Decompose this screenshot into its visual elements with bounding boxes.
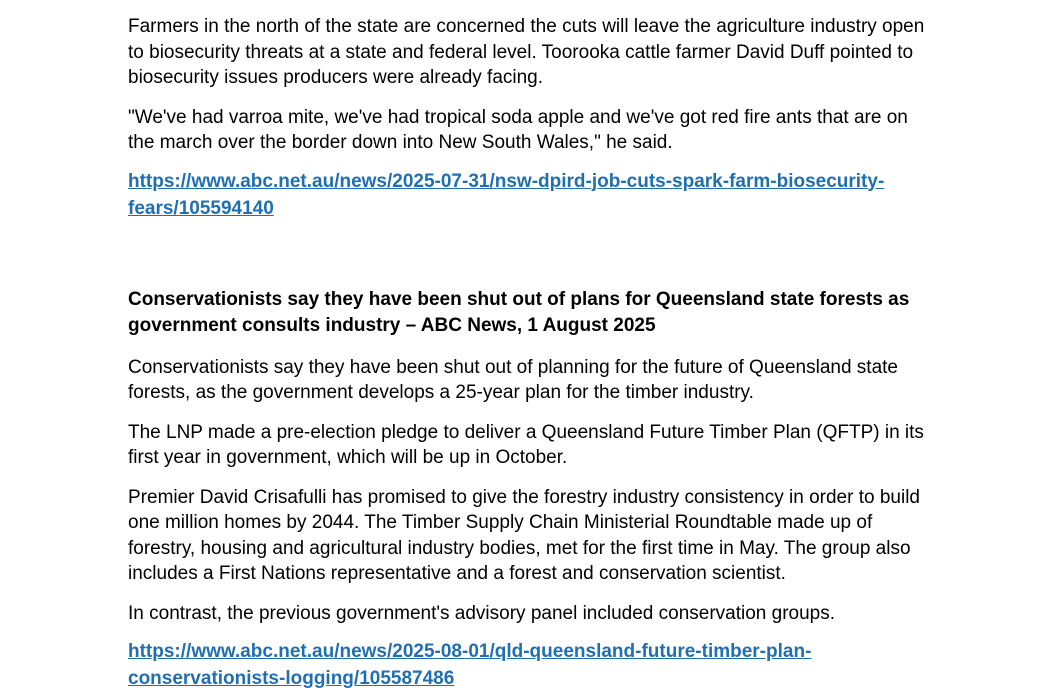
article2-paragraph-1: Conservationists say they have been shut out of planning for the future of Queensland state forests, as the government develops a 25-year plan for the timber industry. — [128, 356, 898, 403]
article2-paragraph-2: The LNP made a pre-election pledge to deliver a Queensland Future Timber Plan (QFTP) in its first year in government, which will be up in October. — [128, 421, 924, 468]
article1-paragraph-2: "We've had varroa mite, we've had tropical soda apple and we've got red fire ants that are on the march over the border down into New South Wales," he said. — [128, 106, 908, 153]
article2-paragraph-4: In contrast, the previous government's advisory panel included conservation groups. — [128, 602, 836, 624]
document-page — [128, 0, 938, 692]
article1-paragraph-1: Farmers in the north of the state are concerned the cuts will leave the agriculture industry open to biosecurity threats at a state and federal level. Toorooka cattle farmer David Duff pointed to biosecurity issues producers were already facing. — [128, 16, 925, 88]
article2-link[interactable]: https://www.abc.net.au/news/2025-08-01/qld-queensland-future-timber-plan-conservationists-logging/105587486 — [128, 641, 812, 689]
article2-paragraph-3: Premier David Crisafulli has promised to give the forestry industry consistency in order to build one million homes by 2044. The Timber Supply Chain Ministerial Roundtable made up of forestry, housing and agricultural industry bodies, met for the first time in May. The group also includes a First Nations representative and a forest and conservation scientist. — [128, 486, 920, 584]
article2-heading: Conservationists say they have been shut out of plans for Queensland state forests as government consults industry – ABC News, 1 August 2025 — [128, 288, 910, 336]
article1-link[interactable]: https://www.abc.net.au/news/2025-07-31/nsw-dpird-job-cuts-spark-farm-biosecurity-fears/105594140 — [128, 170, 885, 219]
